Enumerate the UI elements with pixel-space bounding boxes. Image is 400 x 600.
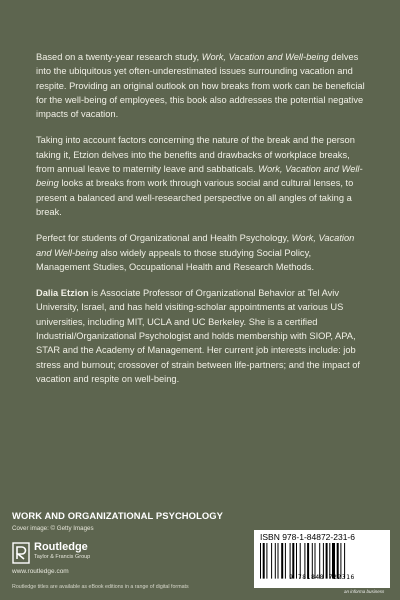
publisher-name: Routledge xyxy=(34,541,88,553)
publisher-group: Taylor & Francis Group xyxy=(34,554,91,560)
p3-text: Perfect for students of Organizational and Health Psychology, xyxy=(36,233,292,244)
p3-text2: also widely appeals to those studying Social Policy, Management Studies, Occupational Health and Research Methods. xyxy=(36,247,315,272)
p1-text: delves into the ubiquitous yet often-underestimated issues surrounding vacation and respite. Providing an original outlook on how breaks from work can be beneficial for the well-being of employees, this book also addresses the potential negative impacts of vacation. xyxy=(36,52,365,120)
blurb-paragraph-1 xyxy=(36,50,366,121)
isbn-text: ISBN 978-1-84872-231-6 xyxy=(260,532,355,542)
barcode-digits: 9 781848 722316 xyxy=(289,574,355,581)
routledge-logo-icon xyxy=(12,542,30,564)
p3-title: Work, Vacation and Well-being xyxy=(36,233,355,258)
p1-intro: Based on a twenty-year research study, xyxy=(36,52,202,62)
ebook-note: Routledge titles are available as eBook editions in a range of digital formats xyxy=(12,584,189,590)
cover-image-credit: Cover image: © Getty Images xyxy=(12,525,94,532)
blurb-paragraph-2 xyxy=(36,133,366,219)
author-name: Dalia Etzion xyxy=(36,288,89,299)
informa-note: an informa business xyxy=(344,589,385,594)
p2-text2: looks at breaks from work through various social and cultural lenses, to present a balanced and well-researched perspective on all angles of taking a break. xyxy=(36,178,354,217)
isbn-barcode-box xyxy=(254,530,390,588)
series-title: WORK AND ORGANIZATIONAL PSYCHOLOGY xyxy=(12,510,224,521)
blurb-paragraph-3 xyxy=(36,231,366,274)
p1-title: Work, Vacation and Well-being xyxy=(201,52,329,62)
p2-title: Work, Vacation and Well-being xyxy=(36,164,363,189)
author-bio xyxy=(36,286,366,386)
blurb xyxy=(36,50,366,398)
author-bio-text: is Associate Professor of Organizational Behavior at Tel Aviv University, Israel, and has held visiting-scholar appointments at various US universities, including MIT, UCLA and UC Berkeley. She is a certified Industrial/Organizational Psychologist and holds membership with SIOP, APA, STAR and the Academy of Management. Her current job interests include: job stress and burnout; crossover of strain between life-partners; and the impact of vacation and respite on well-being. xyxy=(36,288,361,384)
publisher-url: www.routledge.com xyxy=(12,568,69,575)
p2-text: Taking into account factors concerning the nature of the break and the person taking it, Etzion delves into the benefits and drawbacks of workplace breaks, from annual leave to maternity leave and sabbaticals. xyxy=(36,135,355,175)
